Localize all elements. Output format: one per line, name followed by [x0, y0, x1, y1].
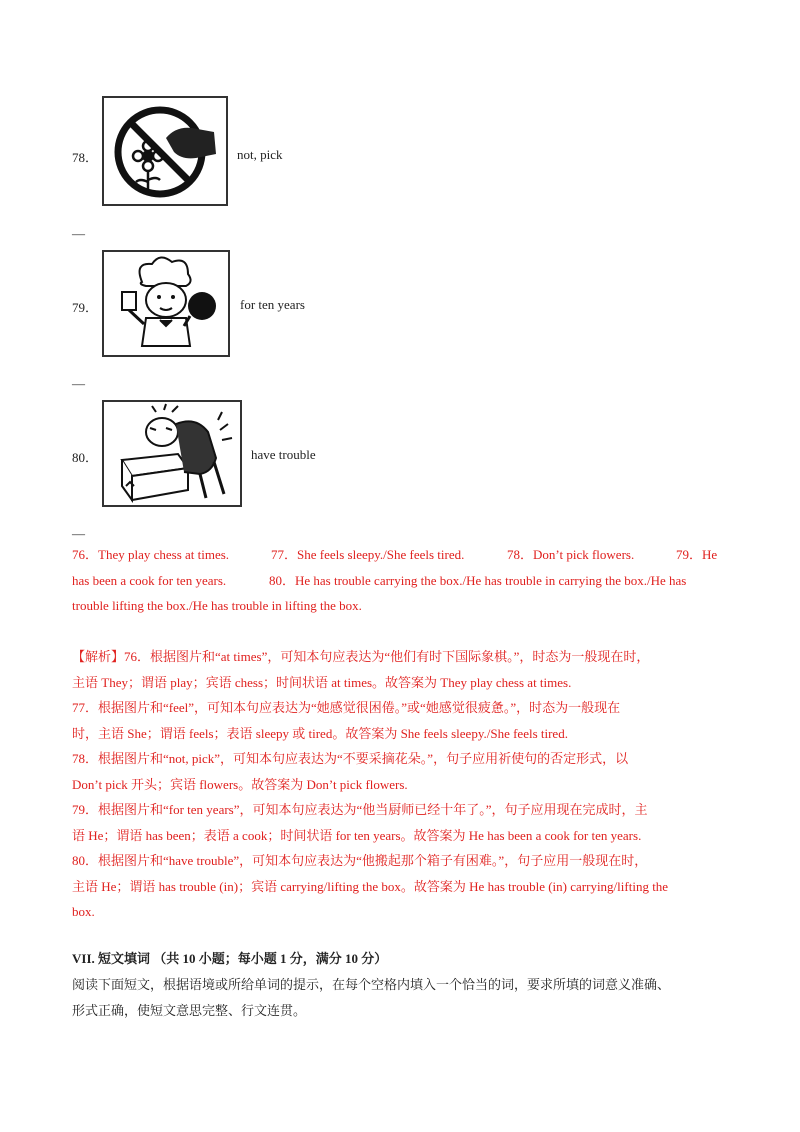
answer-line-3: trouble lifting the box./He has trouble in lifting the box. [72, 598, 362, 613]
analysis-line: 79．根据图片和“for ten years”，可知本句应表达为“他当厨师已经十年了。”，句子应用现在完成时，主 [72, 802, 648, 817]
analysis-line: 语 He；谓语 has been；表语 a cook；时间状语 for ten years。故答案为 He has been a cook for ten years. [72, 827, 642, 843]
answer-dash-78: — [72, 226, 85, 241]
answer-dash-80: — [72, 526, 85, 541]
instruction-line: 阅读下面短文，根据语境或所给单词的提示，在每个空格内填入一个恰当的词，要求所填的词意义准确、 [72, 977, 671, 992]
answer-79-start: 79．He [676, 547, 718, 562]
analysis-line: Don’t pick 开头；宾语 flowers。故答案为 Don’t pick flowers. [72, 776, 408, 792]
analysis-line: box. [72, 904, 95, 919]
no-picking-flowers-image [102, 96, 228, 206]
answer-79-rest: has been a cook for ten years. [72, 572, 227, 588]
no-picking-flowers-icon [104, 98, 226, 204]
answer-77: 77．She feels sleepy./She feels tired. [271, 547, 465, 562]
question-number-80: 80． [72, 450, 99, 465]
analysis-line: 主语 He；谓语 has trouble (in)；宾语 carrying/lifting the box。故答案为 He has trouble (in) carrying/lifting the [72, 878, 669, 894]
analysis-block [72, 644, 732, 925]
answer-78: 78．Don’t pick flowers. [507, 547, 635, 562]
analysis-line: 主语 They；谓语 play；宾语 chess；时间状语 at times。故答案为 They play chess at times. [72, 674, 572, 690]
analysis-line: 80．根据图片和“have trouble”，可知本句应表达为“他搬起那个箱子有困难。”，句子应用一般现在时， [72, 853, 648, 868]
analysis-line: 78．根据图片和“not, pick”，可知本句应表达为“不要采摘花朵。”，句子应用祈使句的否定形式，以 [72, 751, 629, 766]
question-number-78: 78． [72, 150, 99, 165]
answer-dash-79: — [72, 376, 85, 391]
chef-image [102, 250, 230, 357]
question-hint-78: not, pick [237, 147, 283, 162]
analysis-line: 【解析】76．根据图片和“at times”，可知本句应表达为“他们有时下国际象棋。”，时态为一般现在时， [72, 649, 650, 664]
analysis-line: 时，主语 She；谓语 feels；表语 sleepy 或 tired。故答案为 She feels sleepy./She feels tired. [72, 725, 568, 741]
man-lifting-box-icon [104, 402, 240, 505]
answer-76: 76．They play chess at times. [72, 547, 230, 562]
question-hint-80: have trouble [251, 447, 316, 462]
section-heading: VII. 短文填词 （共 10 小题；每小题 1 分，满分 10 分） [72, 951, 388, 966]
lifting-box-image [102, 400, 242, 507]
answer-80: 80．He has trouble carrying the box./He has trouble in carrying the box./He has [269, 572, 687, 588]
chef-icon [104, 252, 228, 355]
answer-line-1 [72, 542, 732, 568]
answer-key [72, 542, 732, 619]
section-instructions [72, 972, 732, 1023]
answer-line-2 [72, 568, 732, 594]
question-hint-79: for ten years [240, 297, 305, 312]
instruction-line: 形式正确，使短文意思完整、行文连贯。 [72, 1002, 307, 1018]
analysis-line: 77．根据图片和“feel”，可知本句应表达为“她感觉很困倦。”或“她感觉很疲惫。”，时态为一般现在 [72, 700, 621, 715]
question-number-79: 79． [72, 300, 99, 315]
